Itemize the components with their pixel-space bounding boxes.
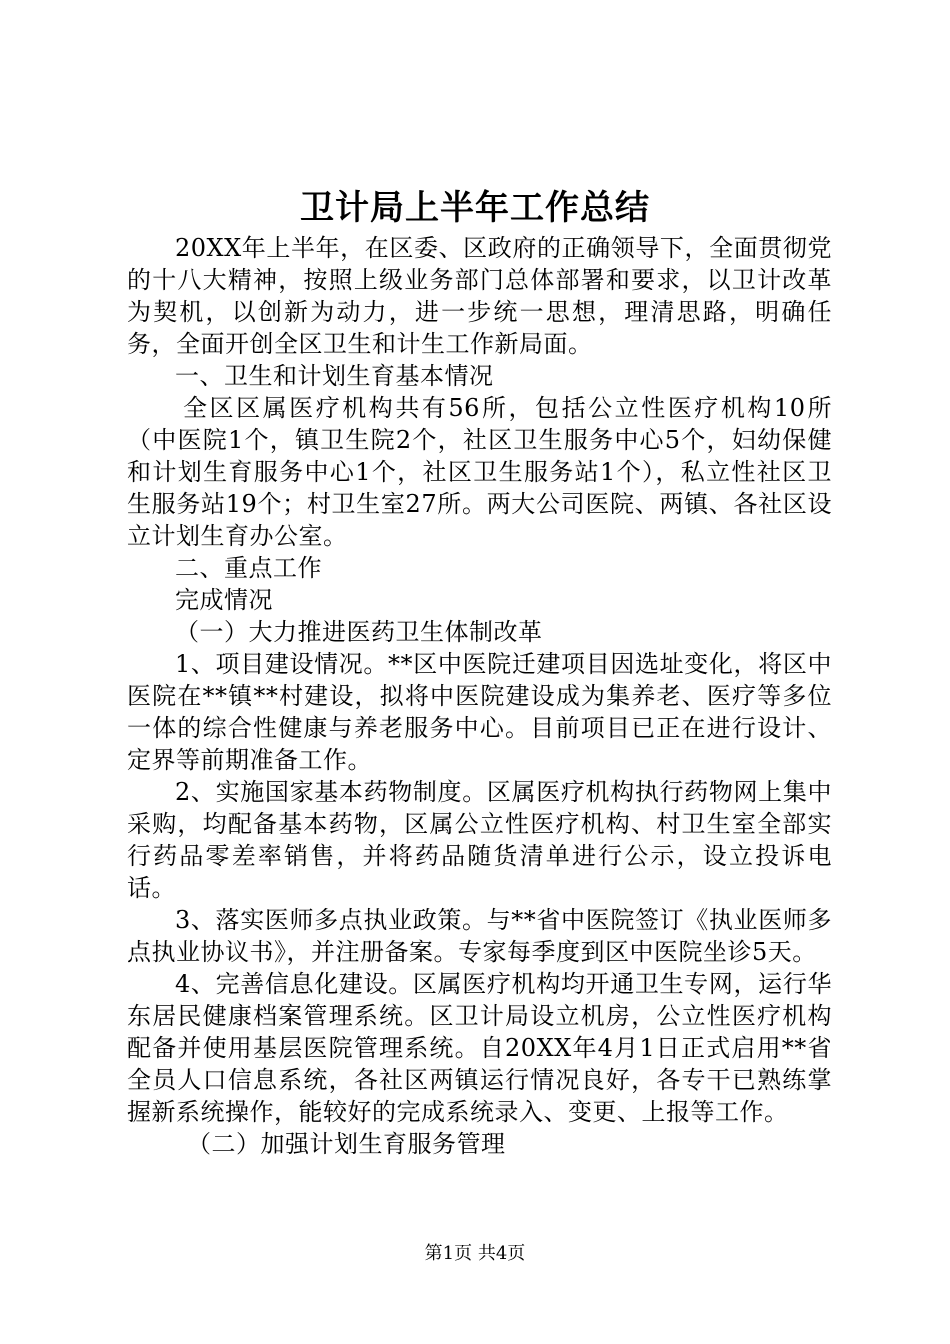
document-title: 卫计局上半年工作总结 xyxy=(300,188,650,228)
basic-info-paragraph: 全区区属医疗机构共有56所，包括公立性医疗机构10所（中医院1个，镇卫生院2个，社区卫生服务中心5个，妇幼保健和计划生育服务中心1个，社区卫生服务站1个），私立性社区卫生服务站19个；村卫生室27所。两大公司医院、两镇、各社区设立计划生育办公室。 xyxy=(127,394,832,550)
page-number: 第1页 共4页 xyxy=(424,1243,526,1264)
section-subheading: 完成情况 xyxy=(175,586,273,614)
item-paragraph-2: 2、实施国家基本药物制度。区属医疗机构执行药物网上集中采购，均配备基本药物，区属公立性医疗机构、村卫生室全部实行药品零差率销售，并将药品随货清单进行公示，设立投诉电话。 xyxy=(127,778,832,902)
section-heading-1: 一、卫生和计划生育基本情况 xyxy=(175,362,494,390)
item-paragraph-4: 4、完善信息化建设。区属医疗机构均开通卫生专网，运行华东居民健康档案管理系统。区卫计局设立机房，公立性医疗机构配备并使用基层医院管理系统。自20XX年4月1日正式启用**省全员人口信息系统，各社区两镇运行情况良好，各专干已熟练掌握新系统操作，能较好的完成系统录入、变更、上报等工作。 xyxy=(127,970,832,1126)
subsection-heading-1: （一）大力推进医药卫生体制改革 xyxy=(175,618,543,646)
document-body xyxy=(127,232,832,1160)
item-paragraph-1: 1、项目建设情况。**区中医院迁建项目因选址变化，将区中医院在**镇**村建设，拟将中医院建设成为集养老、医疗等多位一体的综合性健康与养老服务中心。目前项目已正在进行设计、定界等前期准备工作。 xyxy=(127,650,832,774)
item-paragraph-3: 3、落实医师多点执业政策。与**省中医院签订《执业医师多点执业协议书》，并注册备案。专家每季度到区中医院坐诊5天。 xyxy=(127,906,832,966)
intro-paragraph: 20XX年上半年，在区委、区政府的正确领导下，全面贯彻党的十八大精神，按照上级业务部门总体部署和要求，以卫计改革为契机，以创新为动力，进一步统一思想，理清思路，明确任务，全面开创全区卫生和计生工作新局面。 xyxy=(127,234,832,358)
subsection-heading-2: （二）加强计划生育服务管理 xyxy=(187,1130,506,1158)
section-heading-2: 二、重点工作 xyxy=(175,554,322,582)
